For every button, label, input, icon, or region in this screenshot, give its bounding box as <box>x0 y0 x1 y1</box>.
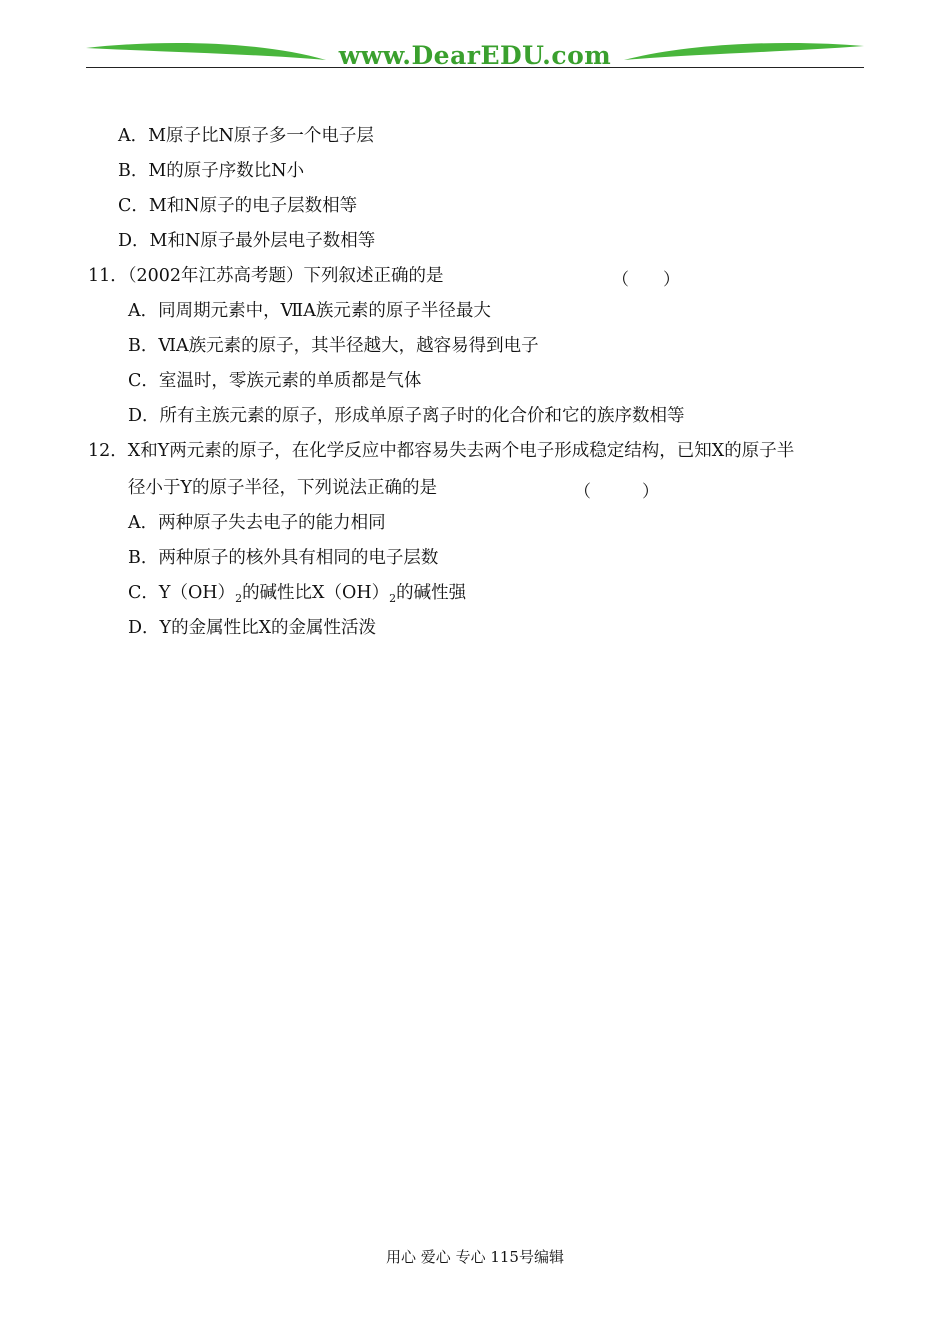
q12-option-d: D．Y的金属性比X的金属性活泼 <box>128 618 377 638</box>
q11-option-c: C．室温时，零族元素的单质都是气体 <box>128 371 422 391</box>
q12-stem-line2: 径小于Y的原子半径，下列说法正确的是 <box>128 478 438 498</box>
q12-option-c <box>128 582 466 610</box>
q11-option-d: D．所有主族元素的原子，形成单原子离子时的化合价和它的族序数相等 <box>128 406 685 426</box>
site-logo[interactable]: www.DearEDU.com <box>338 41 612 70</box>
q11-option-a: A．同周期元素中，ⅦA族元素的原子半径最大 <box>128 301 491 321</box>
q11-stem: 11．（2002年江苏高考题）下列叙述正确的是 <box>88 266 444 286</box>
q10-option-a: A．M原子比N原子多一个电子层 <box>118 126 374 146</box>
q12-option-b: B．两种原子的核外具有相同的电子层数 <box>128 548 439 568</box>
q11-answer-blank: （ ） <box>612 270 680 290</box>
q10-option-d: D．M和N原子最外层电子数相等 <box>118 231 376 251</box>
q12-option-a: A．两种原子失去电子的能力相同 <box>128 513 386 533</box>
q12-option-c-part3: 的碱性强 <box>396 583 467 603</box>
q10-option-c: C．M和N原子的电子层数相等 <box>118 196 358 216</box>
page-footer: 用心 爱心 专心 115号编辑 <box>386 1248 564 1266</box>
q12-option-c-subscript1: 2 <box>235 592 243 605</box>
q12-option-c-subscript2: 2 <box>389 592 397 605</box>
header-rule <box>86 67 864 68</box>
q12-option-c-part1: C．Y（OH） <box>128 583 236 603</box>
q12-option-c-part2: 的碱性比X（OH） <box>242 583 390 603</box>
q12-stem-line1: 12．X和Y两元素的原子，在化学反应中都容易失去两个电子形成稳定结构，已知X的原子半 <box>88 441 795 461</box>
q10-option-b: B．M的原子序数比N小 <box>118 161 305 181</box>
q11-option-b: B．ⅥA族元素的原子，其半径越大，越容易得到电子 <box>128 336 539 356</box>
q12-answer-blank: （ ） <box>574 482 659 502</box>
